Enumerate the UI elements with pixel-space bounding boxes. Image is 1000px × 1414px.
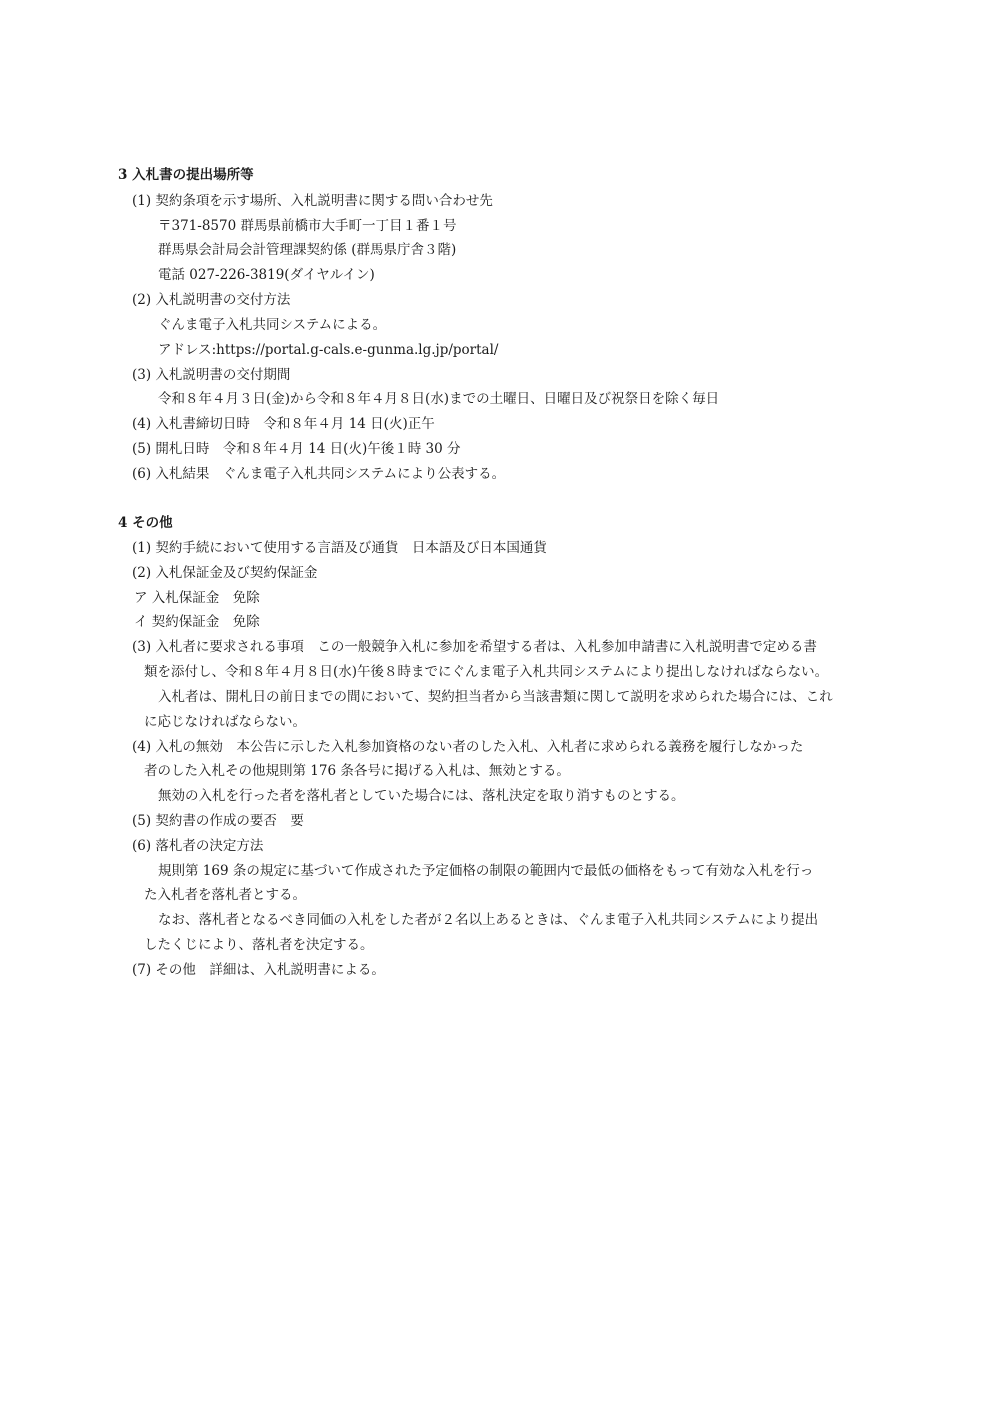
section-3-heading: 3 入札書の提出場所等 [118, 167, 254, 183]
item-4-1: (1) 契約手続において使用する言語及び通貨 日本語及び日本国通貨 [132, 540, 547, 556]
item-3-1-phone: 電話 027-226-3819(ダイヤルイン) [158, 267, 375, 283]
item-4-3-line3: 入札者は、開札日の前日までの間において、契約担当者から当該書類に関して説明を求められた場合には、これ [158, 689, 833, 705]
item-3-5: (5) 開札日時 令和８年４月 14 日(火)午後１時 30 分 [132, 441, 461, 457]
item-4-3-line4: に応じなければならない。 [144, 714, 306, 730]
item-3-6: (6) 入札結果 ぐんま電子入札共同システムにより公表する。 [132, 466, 506, 482]
item-4-4-line2: 者のした入札その他規則第 176 条各号に掲げる入札は、無効とする。 [144, 763, 570, 779]
item-3-1-office: 群馬県会計局会計管理課契約係 (群馬県庁舎３階) [158, 242, 457, 258]
item-4-6-label: (6) 落札者の決定方法 [132, 838, 264, 854]
item-4-5: (5) 契約書の作成の要否 要 [132, 813, 304, 829]
item-4-2-a: ア 入札保証金 免除 [134, 590, 260, 606]
item-4-6-line4: したくじにより、落札者を決定する。 [144, 937, 374, 953]
item-4-4-line3: 無効の入札を行った者を落札者としていた場合には、落札決定を取り消すものとする。 [158, 788, 685, 804]
item-3-1-label: (1) 契約条項を示す場所、入札説明書に関する問い合わせ先 [132, 193, 493, 209]
item-4-2-i: イ 契約保証金 免除 [134, 614, 260, 630]
item-4-3-line2: 類を添付し、令和８年４月８日(水)午後８時までにぐんま電子入札共同システムにより提出しなければならない。 [144, 664, 829, 680]
item-4-6-line1: 規則第 169 条の規定に基づいて作成された予定価格の制限の範囲内で最低の価格をもって有効な入札を行っ [158, 863, 814, 879]
item-4-6-line3: なお、落札者となるべき同価の入札をした者が２名以上あるときは、ぐんま電子入札共同システムにより提出 [158, 912, 819, 928]
item-4-6-line2: た入札者を落札者とする。 [144, 887, 306, 903]
item-3-1-address: 〒371-8570 群馬県前橋市大手町一丁目１番１号 [158, 218, 457, 234]
section-4-heading: 4 その他 [118, 515, 173, 531]
item-4-7: (7) その他 詳細は、入札説明書による。 [132, 962, 385, 978]
item-4-4-line1: (4) 入札の無効 本公告に示した入札参加資格のない者のした入札、入札者に求められる義務を履行しなかった [132, 739, 804, 755]
item-3-4: (4) 入札書締切日時 令和８年４月 14 日(火)正午 [132, 416, 435, 432]
item-3-2-address: アドレス:https://portal.g-cals.e-gunma.lg.jp/portal/ [158, 342, 499, 358]
item-3-3-label: (3) 入札説明書の交付期間 [132, 367, 291, 383]
item-4-2-label: (2) 入札保証金及び契約保証金 [132, 565, 318, 581]
item-3-2-method: ぐんま電子入札共同システムによる。 [158, 317, 387, 333]
item-3-3-period: 令和８年４月３日(金)から令和８年４月８日(水)までの土曜日、日曜日及び祝祭日を除く毎日 [158, 391, 720, 407]
item-3-2-label: (2) 入札説明書の交付方法 [132, 292, 291, 308]
item-4-3-line1: (3) 入札者に要求される事項 この一般競争入札に参加を希望する者は、入札参加申請書に入札説明書で定める書 [132, 639, 817, 655]
